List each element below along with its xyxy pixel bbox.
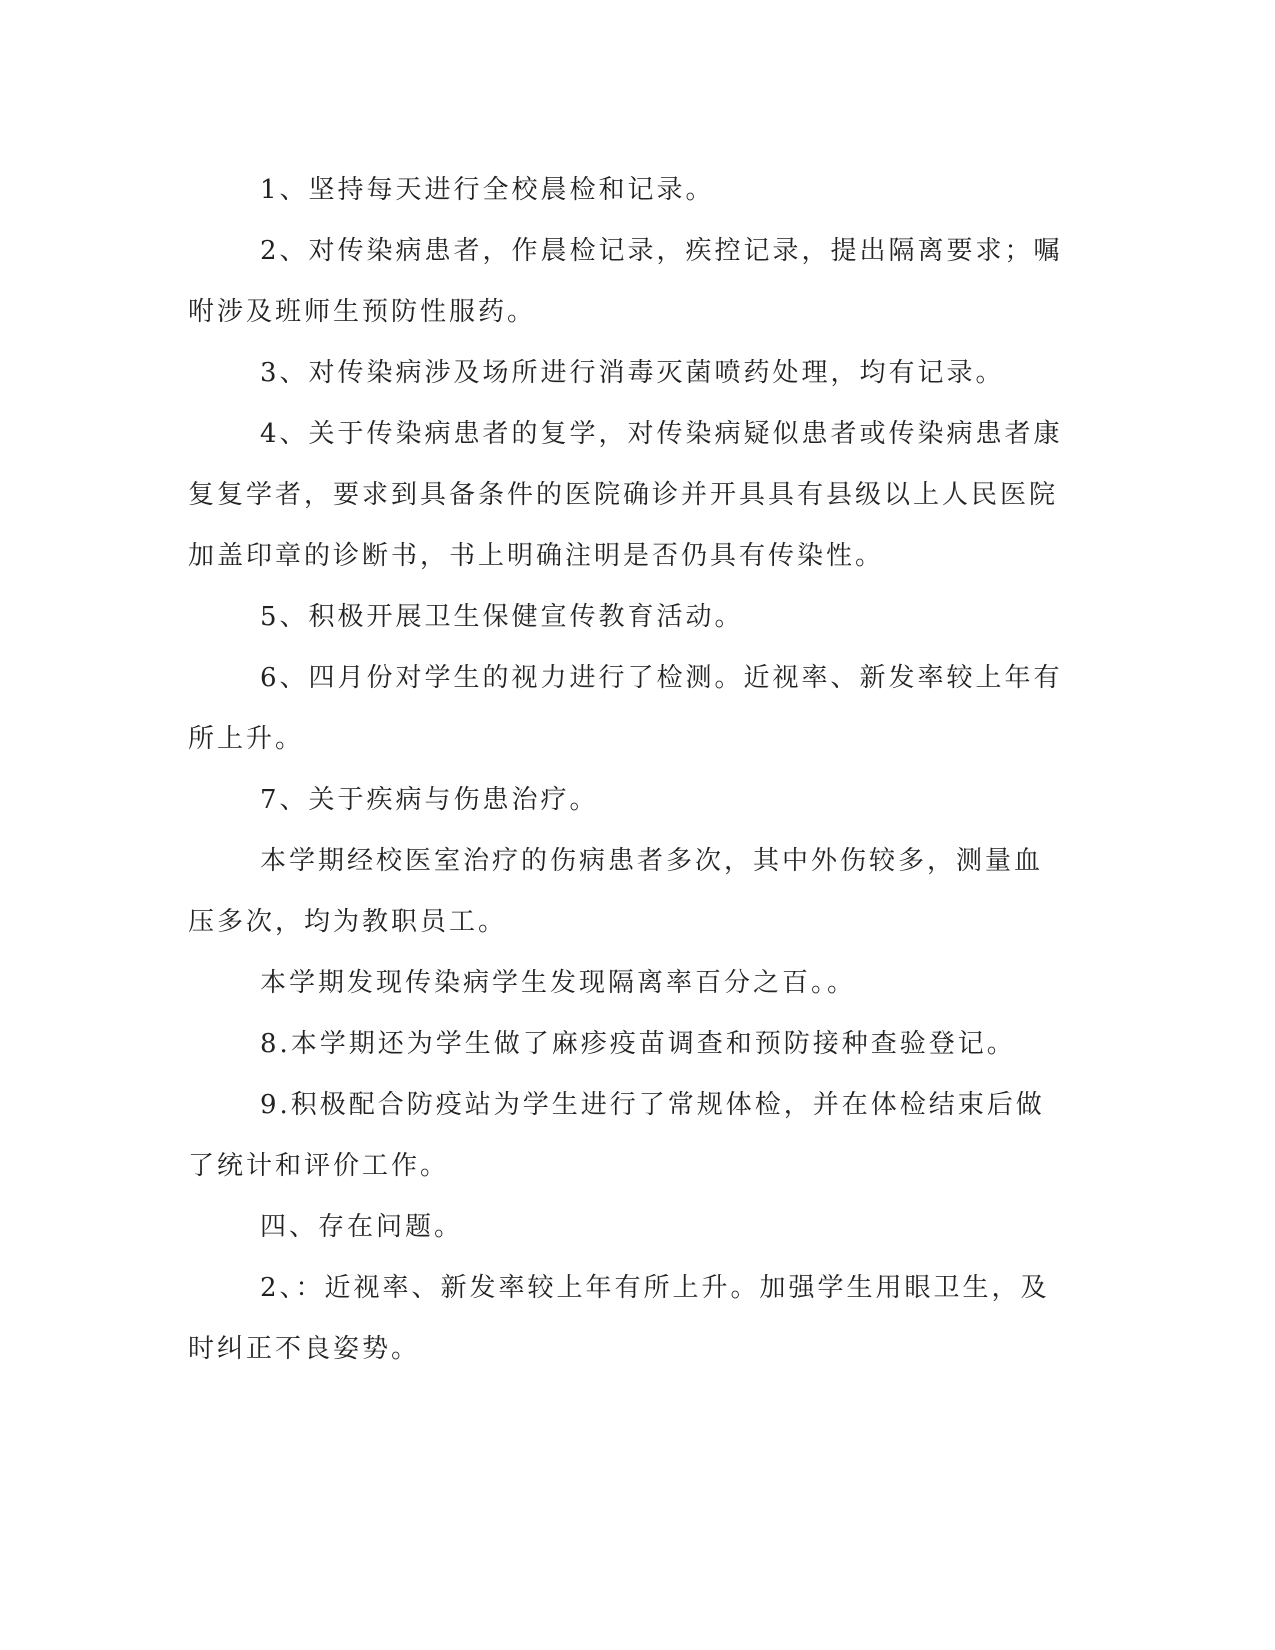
paragraph-item-4: 4、关于传染病患者的复学，对传染病疑似患者或传染病患者康复复学者，要求到具备条件的医院确诊并开具具有县级以上人民医院加盖印章的诊断书，书上明确注明是否仍具有传染性。 <box>188 419 1063 571</box>
paragraph-item-7: 7、关于疾病与伤患治疗。 <box>260 785 599 815</box>
paragraph-item-2: 2、对传染病患者，作晨检记录，疾控记录，提出隔离要求；嘱咐涉及班师生预防性服药。 <box>188 236 1063 327</box>
paragraph-item-9: 本学期发现传染病学生发现隔离率百分之百。。 <box>260 968 857 998</box>
paragraph-item-5: 5、积极开展卫生保健宣传教育活动。 <box>260 602 744 632</box>
document-body <box>188 160 1068 1380</box>
paragraph-item-11: 9.积极配合防疫站为学生进行了常规体检，并在体检结束后做了统计和评价工作。 <box>188 1090 1045 1181</box>
paragraph-item-13: 2、：近视率、新发率较上年有所上升。加强学生用眼卫生，及时纠正不良姿势。 <box>188 1273 1050 1364</box>
paragraph-item-3: 3、对传染病涉及场所进行消毒灭菌喷药处理，均有记录。 <box>260 358 1005 388</box>
paragraph-item-1: 1、坚持每天进行全校晨检和记录。 <box>260 175 715 205</box>
paragraph-item-12: 四、存在问题。 <box>260 1212 464 1242</box>
paragraph-item-6: 6、四月份对学生的视力进行了检测。近视率、新发率较上年有所上升。 <box>188 663 1063 754</box>
paragraph-item-10: 8.本学期还为学生做了麻疹疫苗调查和预防接种查验登记。 <box>260 1029 1016 1059</box>
paragraph-item-8: 本学期经校医室治疗的伤病患者多次，其中外伤较多，测量血压多次，均为教职员工。 <box>188 846 1044 937</box>
